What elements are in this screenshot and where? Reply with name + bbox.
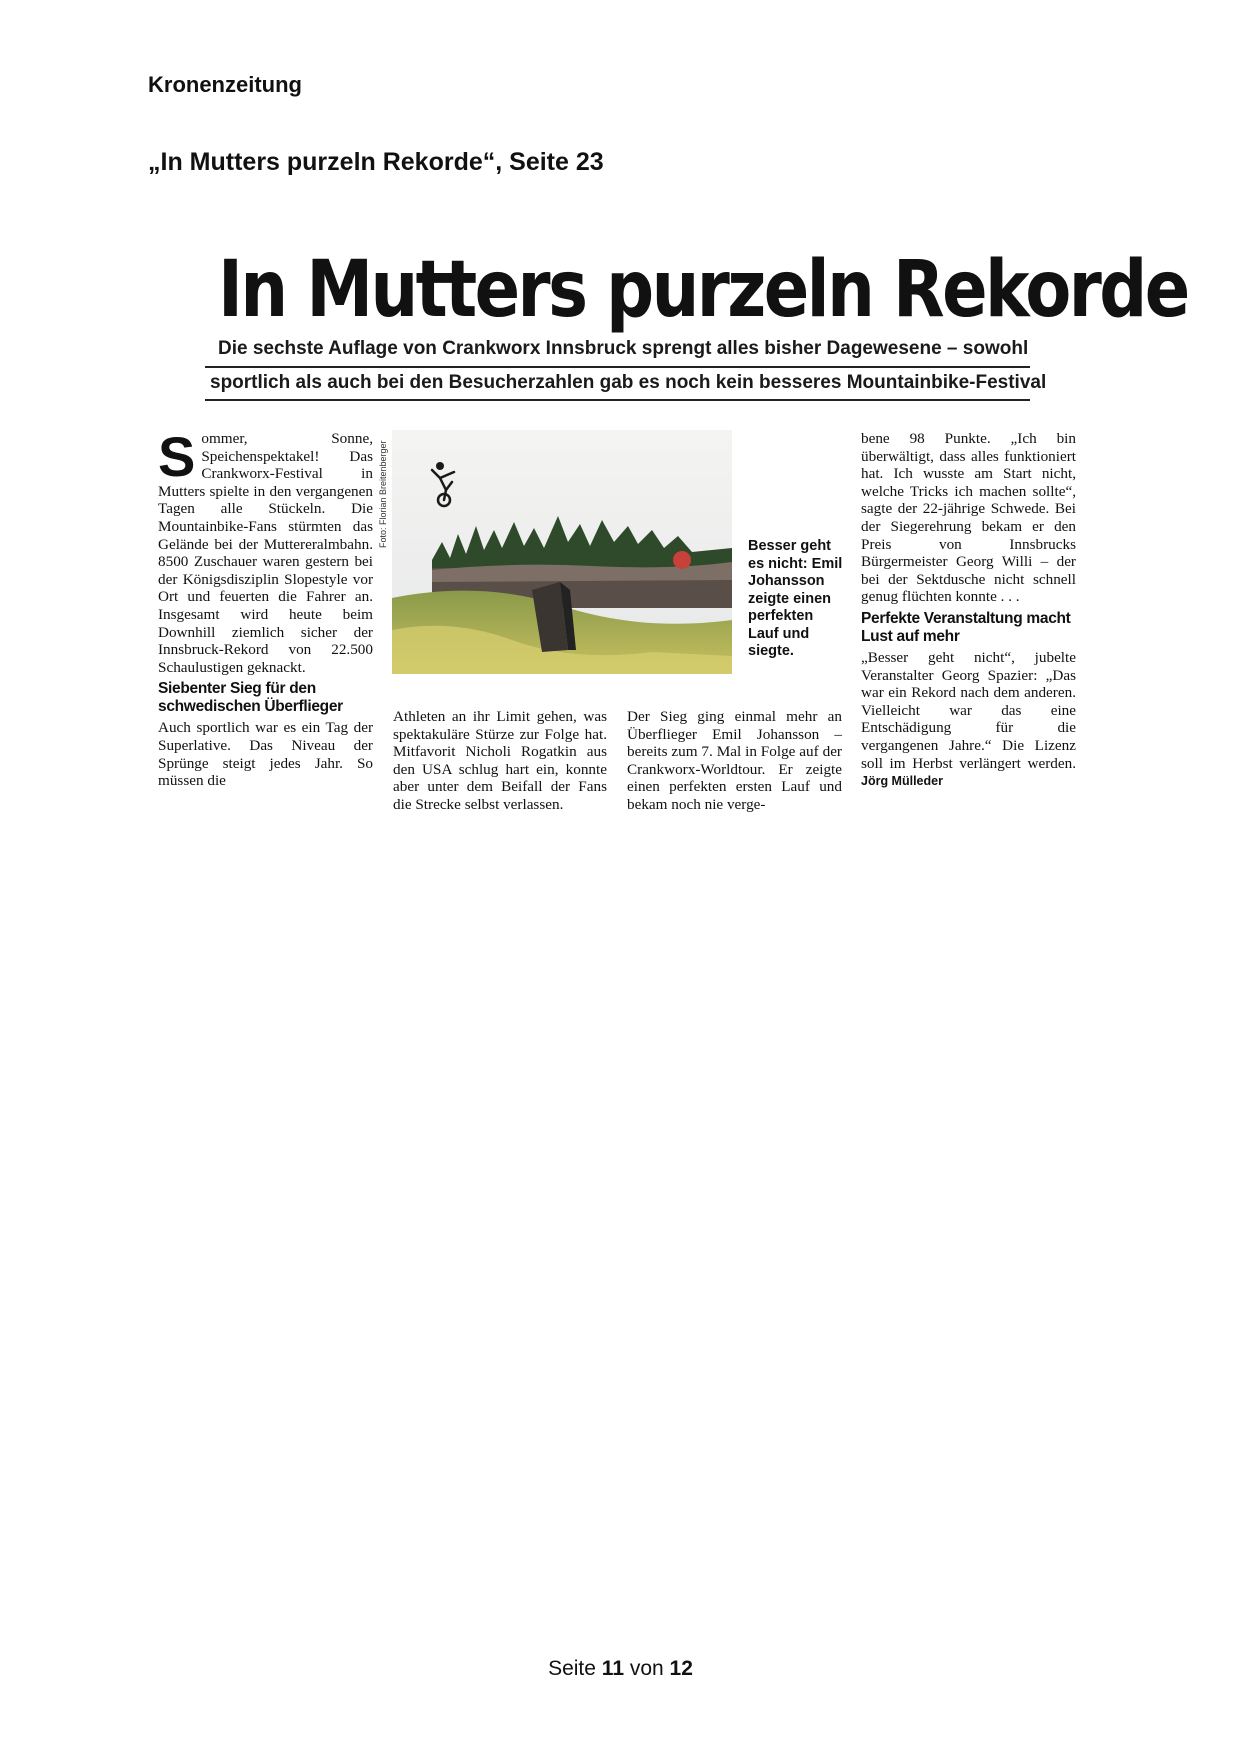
article-column-3 [627,708,842,814]
article-photo [392,430,732,674]
page-number: 11 [601,1657,624,1680]
article-column-4 [861,430,1076,791]
closing-text: „Besser geht nicht“, jubelte Veranstalter Georg Spazier: „Das war ein Rekord nach dem anderen. Vielleicht war das eine Entschädigung für die vergangenen Jahre.“ Die Lizenz soll im Herbst verlängert werden. [861,648,1076,772]
page-total: 12 [669,1657,693,1680]
article-paragraph: Der Sieg ging einmal mehr an Überflieger Emil Johansson – bereits zum 7. Mal in Folge auf der Crankworx-Worldtour. Er zeigte einen perfekten ersten Lauf und bekam noch nie verge- [627,708,842,813]
article-paragraph: Auch sportlich war es ein Tag der Superlative. Das Niveau der Sprünge steigt jedes Jahr. So müssen die [158,719,373,790]
article-column-2 [393,708,607,814]
article-subtitle-line1: Die sechste Auflage von Crankworx Innsbruck sprengt alles bisher Dagewesene – sowohl [218,338,1029,359]
article-paragraph: Athleten an ihr Limit gehen, was spektakuläre Stürze zur Folge hat. Mitfavorit Nicholi Rogatkin aus den USA schlug hart ein, konnte aber unter dem Beifall der Fans die Strecke selbst verlassen. [393,708,607,813]
page-of-label: von [629,1657,664,1680]
photo-caption: Besser geht es nicht: Emil Johansson zeigte einen perfekten Lauf und siegte. [748,538,843,659]
publication-name: Kronenzeitung [148,72,302,97]
article-headline: In Mutters purzeln Rekorde [218,245,1188,335]
article-paragraph-last [861,649,1076,791]
article-subtitle-line2: sportlich als auch bei den Besucherzahlen gab es noch kein besseres Mountainbike-Festival [210,372,1047,393]
drop-cap: S [158,425,196,488]
page-label: Seite [548,1657,596,1680]
subtitle-divider-bottom [205,399,1030,401]
page-footer [0,1657,1241,1681]
subtitle-divider-top [205,366,1030,368]
subheading-1: Siebenter Sieg für den schwedischen Überflieger [158,680,343,716]
author-name: Jörg Mülleder [861,774,943,789]
article-reference: „In Mutters purzeln Rekorde“, Seite 23 [148,148,604,176]
photo-credit: Foto: Florian Breitenberger [378,440,388,548]
article-paragraph: bene 98 Punkte. „Ich bin überwältigt, dass alles funktioniert hat. Ich wusste am Start nicht, welche Tricks ich machen sollte“, sagte der 22-jährige Schwede. Bei der Siegerehrung bekam er den Preis von Innsbrucks Bürgermeister Georg Willi – der bei der Sektdusche nicht schnell genug flüchten konnte . . . [861,430,1076,606]
article-intro: ommer, Sonne, Speichenspektakel! Das Crankworx-Festival in Mutters spielte in den vergangenen Tagen alle Stückeln. Die Mountainbike-Fans stürmten das Gelände bei der Muttereralmbahn. 8500 Zuschauer waren gestern bei der Königsdisziplin Slopestyle vor Ort und feuerten die Fahrer an. Insgesamt wird heute beim Downhill ziemlich sicher der Innsbruck-Rekord von 22.500 Schaulustigen geknackt. [158,430,373,676]
subheading-2: Perfekte Veranstaltung macht Lust auf mehr [861,609,1071,645]
article-column-1 [158,425,373,790]
